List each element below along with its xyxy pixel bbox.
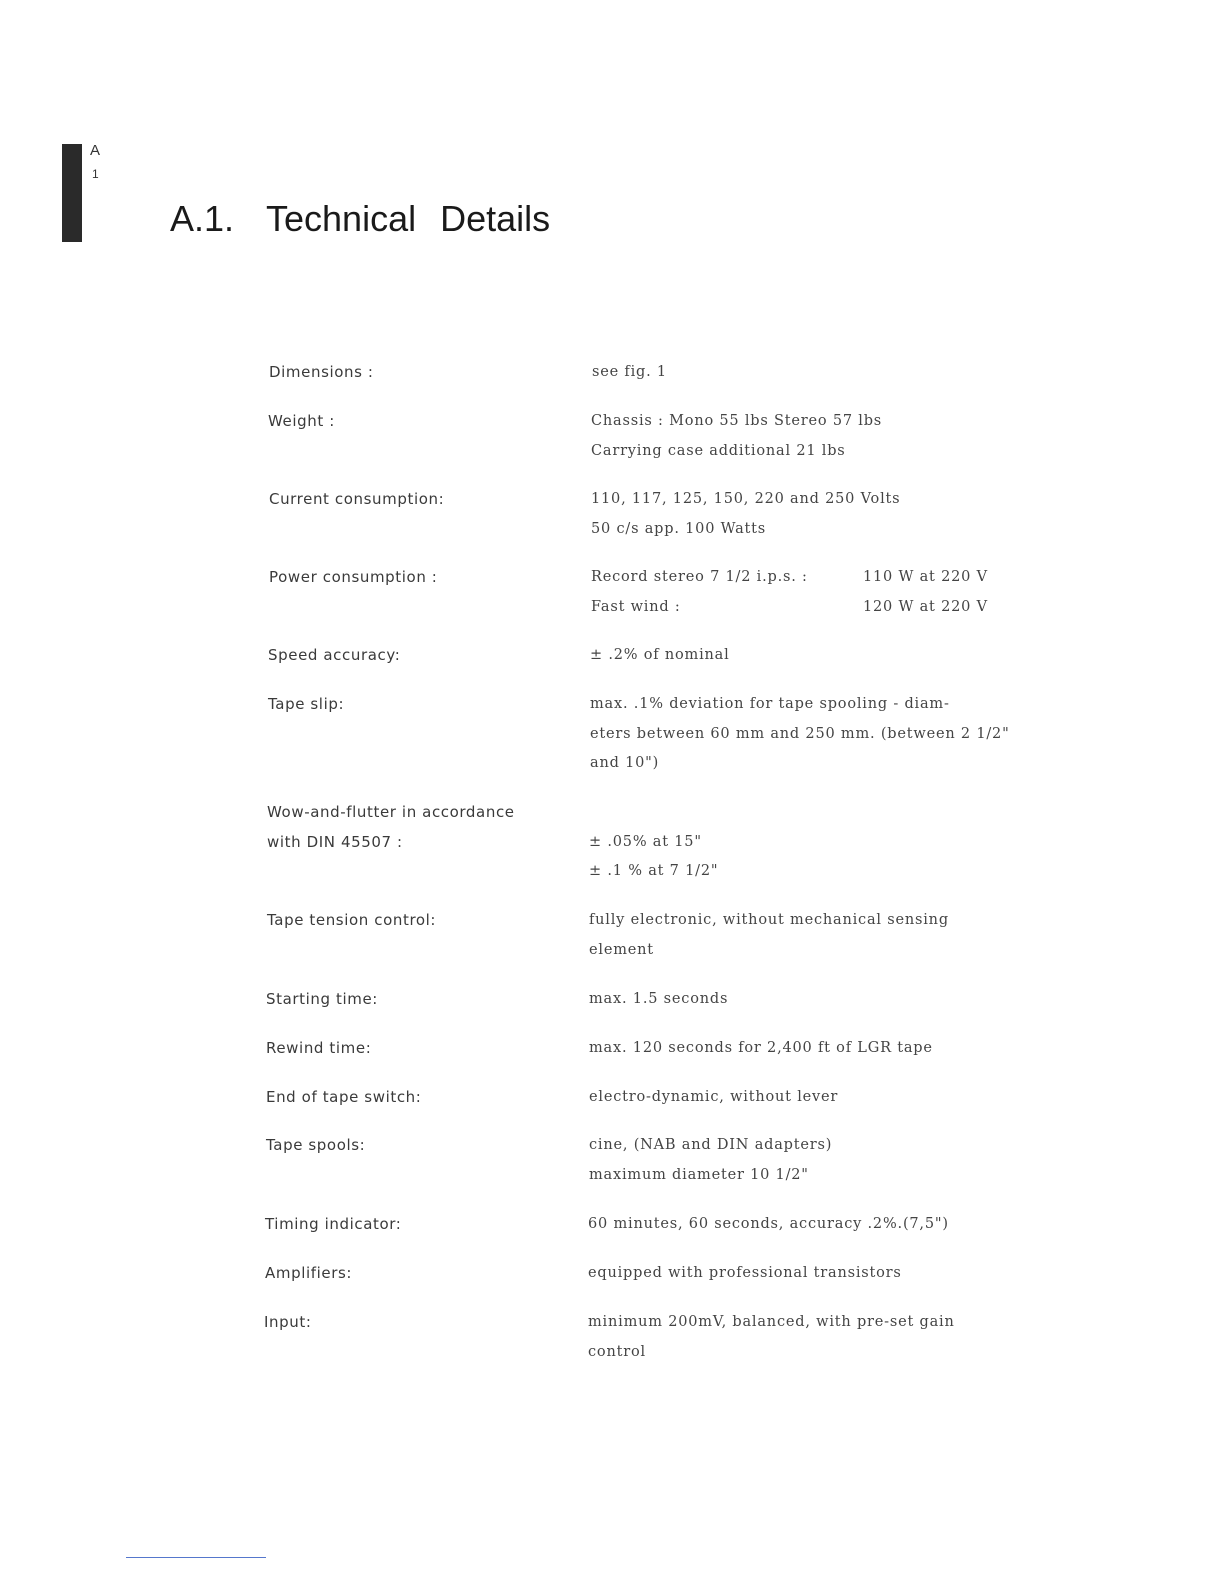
- spec-label: [268, 641, 568, 671]
- spec-label: [267, 906, 567, 936]
- spec-value-line: max. 1.5 seconds: [589, 991, 729, 1007]
- spec-value-line: fully electronic, without mechanical sensing: [589, 912, 949, 928]
- spec-label-line: End of tape switch:: [266, 1088, 422, 1106]
- spec-value: [590, 641, 1030, 671]
- spec-value-line: Carrying case additional 21 lbs: [591, 442, 846, 459]
- spec-value-line: ± .05% at 15": [589, 833, 702, 850]
- spec-value-right: [863, 563, 1023, 622]
- spec-label-line: Dimensions :: [269, 363, 374, 381]
- spec-value: [588, 1210, 1028, 1240]
- spec-value-line: Fast wind :: [591, 598, 681, 615]
- spec-value-line: ± .1 % at 7 1/2": [589, 863, 719, 879]
- spec-value-line: maximum diameter 10 1/2": [589, 1166, 809, 1183]
- spec-label: [265, 1259, 565, 1289]
- spec-label: [266, 1034, 566, 1064]
- spec-value: [589, 1131, 1029, 1190]
- spec-label-line: Timing indicator:: [265, 1215, 402, 1233]
- spec-label: [266, 1083, 566, 1113]
- spec-value-line: 110, 117, 125, 150, 220 and 250 Volts: [591, 491, 901, 507]
- spec-label-line: Amplifiers:: [265, 1264, 353, 1282]
- spec-value-line: max. .1% deviation for tape spooling - diam-: [590, 696, 950, 712]
- chapter-tab-bar: [62, 144, 82, 242]
- spec-label-line: Input:: [264, 1313, 312, 1331]
- spec-label-line: Starting time:: [266, 990, 378, 1008]
- spec-value-line: 50 c/s app. 100 Watts: [591, 520, 767, 537]
- chapter-tab-number: 1: [92, 167, 99, 181]
- spec-value: [589, 985, 1029, 1015]
- spec-value-right-line: 110 W at 220 V: [863, 569, 988, 585]
- spec-value-line: element: [589, 941, 654, 958]
- spec-label-line: Speed accuracy:: [268, 646, 401, 664]
- spec-label-line: Tape tension control:: [267, 911, 437, 929]
- spec-label-line: Rewind time:: [266, 1039, 372, 1057]
- spec-value-line: ± .2% of nominal: [590, 647, 730, 663]
- spec-value-line: Chassis : Mono 55 lbs Stereo 57 lbs: [591, 413, 883, 429]
- spec-label-line: Current consumption:: [269, 490, 445, 508]
- spec-value: [589, 798, 1029, 887]
- spec-value-line: [589, 798, 1029, 828]
- spec-label-line: Tape slip:: [268, 695, 345, 713]
- spec-label: [268, 407, 568, 437]
- spec-value-line: Record stereo 7 1/2 i.p.s. :: [591, 569, 808, 585]
- spec-label-line: Weight :: [268, 412, 335, 430]
- spec-value: [589, 906, 1029, 965]
- spec-value-line: equipped with professional transistors: [588, 1265, 902, 1281]
- spec-value-line: 60 minutes, 60 seconds, accuracy .2%.(7,5"): [588, 1216, 949, 1232]
- spec-value-line: control: [588, 1343, 646, 1360]
- spec-label: [269, 358, 569, 388]
- spec-label-line: with DIN 45507 :: [267, 832, 403, 851]
- spec-value: [592, 358, 1032, 388]
- spec-value-line: and 10"): [590, 755, 660, 771]
- spec-label-line: Wow-and-flutter in accordance: [267, 803, 515, 821]
- spec-label: [267, 798, 567, 857]
- spec-value: [591, 407, 1031, 466]
- spec-label: [266, 1131, 566, 1161]
- spec-value: [588, 1308, 1028, 1367]
- spec-value-line: electro-dynamic, without lever: [589, 1089, 839, 1105]
- spec-label: [269, 563, 569, 593]
- spec-value-right-line: 120 W at 220 V: [863, 598, 988, 615]
- section-number: A.1.: [170, 198, 235, 239]
- spec-value-line: max. 120 seconds for 2,400 ft of LGR tape: [589, 1040, 933, 1056]
- spec-value-line: minimum 200mV, balanced, with pre-set gain: [588, 1314, 955, 1330]
- spec-label: [264, 1308, 564, 1338]
- spec-value-line: see fig. 1: [592, 364, 667, 380]
- spec-value-line: cine, (NAB and DIN adapters): [589, 1137, 833, 1153]
- spec-label-line: Tape spools:: [266, 1136, 366, 1154]
- spec-label: [269, 485, 569, 515]
- page-title: Technical Details: [266, 198, 551, 239]
- spec-value: [590, 690, 1030, 779]
- spec-label: [268, 690, 568, 720]
- spec-value: [589, 1083, 1029, 1113]
- spec-value: [589, 1034, 1029, 1064]
- spec-label: [266, 985, 566, 1015]
- chapter-tab-letter: A: [90, 142, 101, 159]
- spec-label: [265, 1210, 565, 1240]
- footnote-rule: [126, 1557, 266, 1558]
- spec-value: [591, 485, 1031, 544]
- spec-value-line: eters between 60 mm and 250 mm. (between 2 1/2": [590, 725, 1010, 742]
- spec-value: [588, 1259, 1028, 1289]
- spec-label-line: Power consumption :: [269, 568, 438, 586]
